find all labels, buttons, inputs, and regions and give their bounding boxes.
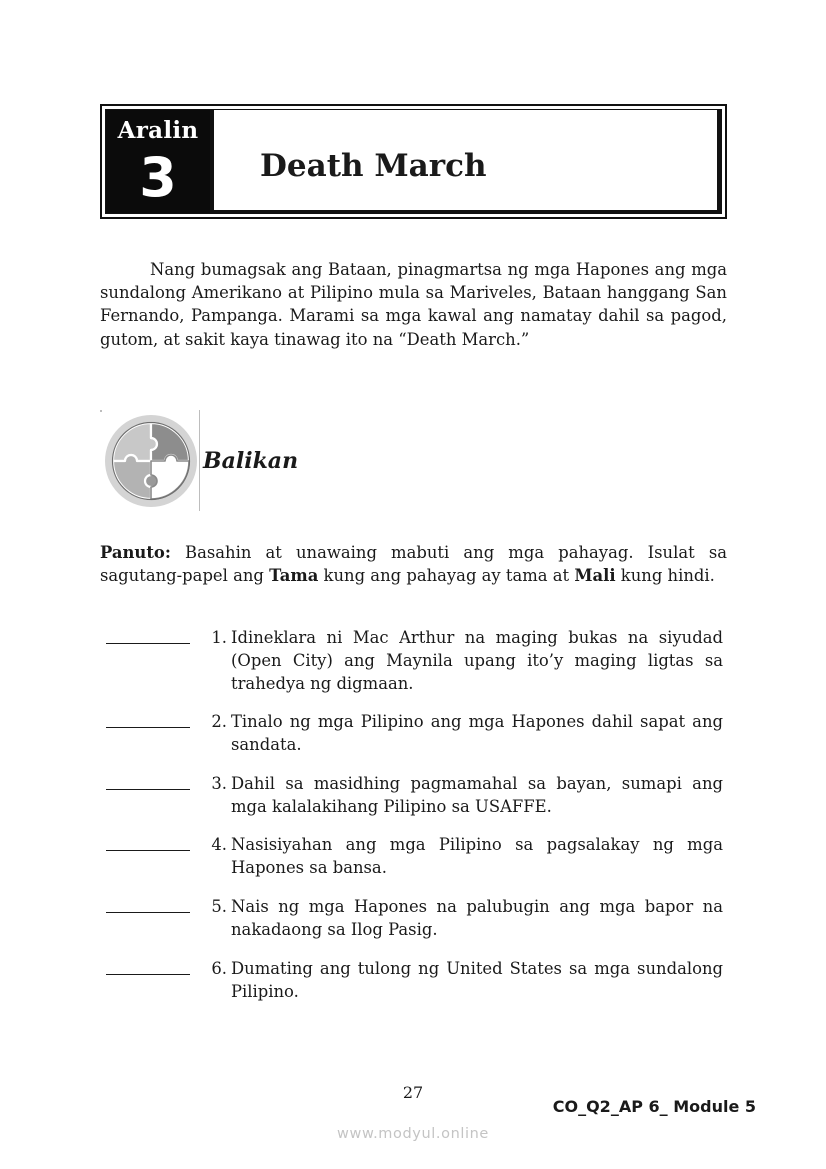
lesson-label: Aralin <box>117 117 199 144</box>
section-corner-mark <box>100 410 102 412</box>
answer-blank[interactable] <box>106 974 190 975</box>
item-number: 3. <box>211 774 227 793</box>
lesson-title: Death March <box>260 148 487 184</box>
answer-blank[interactable] <box>106 643 190 644</box>
answer-blank[interactable] <box>106 789 190 790</box>
answer-blank[interactable] <box>106 912 190 913</box>
instructions-tama: Tama <box>269 566 319 586</box>
puzzle-icon <box>104 414 198 508</box>
lesson-title-box <box>210 110 721 213</box>
item-number: 4. <box>211 835 227 854</box>
instructions-text-1: Basahin at unawaing mabuti ang mga pahayag. Isulat sa sagutang-papel ang <box>100 543 727 586</box>
lesson-header <box>100 104 727 219</box>
module-code: CO_Q2_AP 6_ Module 5 <box>552 1097 756 1116</box>
item-number: 2. <box>211 712 227 731</box>
item-text: Idineklara ni Mac Arthur na maging bukas na siyudad (Open City) ang Maynila upang ito’y maging ligtas sa trahedya ng digmaan. <box>231 628 723 694</box>
instructions <box>100 541 727 587</box>
instructions-text-2: kung ang pahayag ay tama at <box>318 566 575 586</box>
instructions-mali: Mali <box>574 566 616 586</box>
answer-blank[interactable] <box>106 850 190 851</box>
instructions-text-3: kung hindi. <box>615 566 715 586</box>
item-number: 1. <box>211 628 227 647</box>
item-number: 5. <box>211 897 227 916</box>
lesson-number-box <box>106 110 210 213</box>
item-text: Dumating ang tulong ng United States sa mga sundalong Pilipino. <box>231 959 723 1002</box>
lesson-header-frame <box>105 109 722 214</box>
page-number: 27 <box>402 1083 424 1102</box>
lesson-number: 3 <box>139 146 177 209</box>
item-text: Tinalo ng mga Pilipino ang mga Hapones dahil sapat ang sandata. <box>231 712 723 755</box>
section-divider <box>199 410 200 511</box>
answer-blank[interactable] <box>106 727 190 728</box>
watermark: www.modyul.online <box>337 1126 489 1142</box>
item-number: 6. <box>211 959 227 978</box>
item-text: Nais ng mga Hapones na palubugin ang mga bapor na nakadaong sa Ilog Pasig. <box>231 897 723 940</box>
instructions-label: Panuto: <box>100 543 171 562</box>
section-title: Balikan <box>203 448 299 474</box>
item-text: Nasisiyahan ang mga Pilipino sa pagsalakay ng mga Hapones sa bansa. <box>231 835 723 878</box>
item-text: Dahil sa masidhing pagmamahal sa bayan, sumapi ang mga kalalakihang Pilipino sa USAFFE. <box>231 774 723 817</box>
intro-paragraph: Nang bumagsak ang Bataan, pinagmartsa ng mga Hapones ang mga sundalong Amerikano at Pilipino mula sa Mariveles, Bataan hanggang San Fernando, Pampanga. Marami sa mga kawal ang namatay dahil sa pagod, gutom, at sakit kaya tinawag ito na “Death March.” <box>100 260 727 349</box>
